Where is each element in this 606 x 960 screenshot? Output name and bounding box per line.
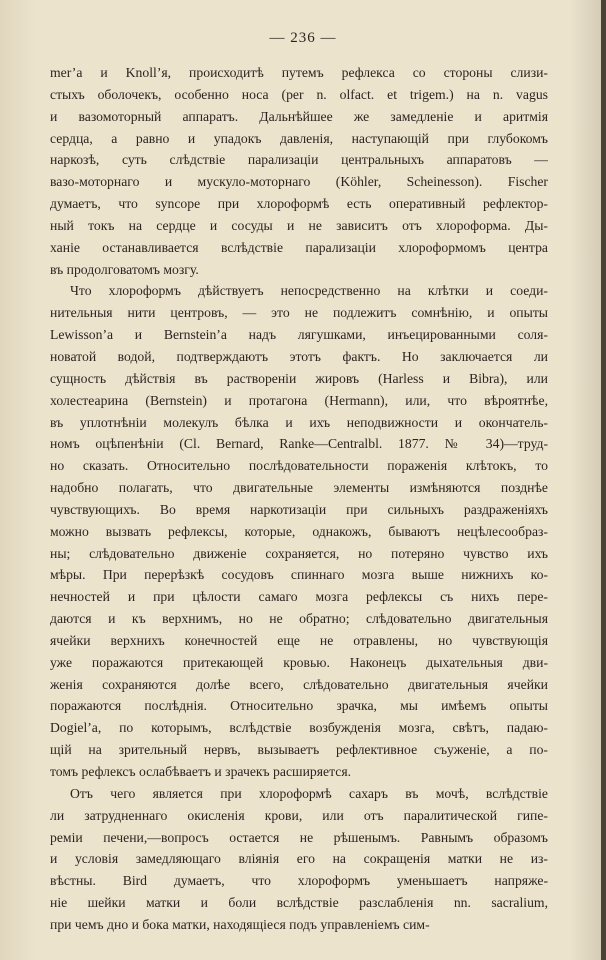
- text-line: надобно полагать, что двигательные элементы измѣняются позднѣе: [50, 480, 548, 496]
- paragraph-2: [50, 280, 548, 782]
- text-line: Что хлороформъ дѣйствуетъ непосредственно на клѣтки и соеди-: [70, 283, 548, 299]
- text-line: новатой водой, подтверждаютъ этотъ фактъ. Но заключается ли: [50, 348, 548, 364]
- text-line: ячейки верхнихъ конечностей еще не отравлены, но чувствующія: [50, 632, 548, 648]
- text-line: вѣстны. Bird думаетъ, что хлороформъ уменьшаетъ напряже-: [50, 873, 548, 889]
- text-line: нечностей и при цѣлости самаго мозга рефлексы съ нихъ пере-: [50, 589, 548, 605]
- text-line: реміи печени,—вопросъ остается не рѣшенымъ. Равнымъ образомъ: [50, 829, 548, 845]
- page-edge-shadow: [601, 0, 606, 960]
- text-line: Отъ чего является при хлороформѣ сахаръ въ мочѣ, вслѣдствіе: [70, 785, 548, 801]
- text-line: холестеарина (Bernstein) и протагона (Hermann), или, что вѣроятнѣе,: [50, 392, 548, 408]
- text-line: томъ рефлексъ ослабѣваетъ и зрачекъ расширяется.: [50, 764, 352, 779]
- text-line: женія сохраняются долѣе всего, слѣдовательно двигательныя ячейки: [50, 676, 548, 692]
- text-line: сущность дѣйствія въ раствореніи жировъ (Harless и Bibra), или: [50, 370, 548, 386]
- text-line: щій на зрительный нервъ, вызываетъ рефлективное съуженіе, а по-: [50, 742, 548, 758]
- body-text: [50, 62, 548, 936]
- text-line: вазо-моторнаго и мускуло-моторнаго (Köhler, Scheinesson). Fischer: [50, 174, 548, 190]
- text-line: даются и къ верхнимъ, но не обратно; слѣдовательно двигательныя: [50, 611, 548, 627]
- text-line: думаетъ, что syncope при хлороформѣ есть оперативный рефлектор-: [50, 196, 548, 212]
- paragraph-1: [50, 62, 548, 280]
- paragraph-3: [50, 783, 548, 936]
- text-line: чувствующихъ. Во время наркотизаціи при сильныхъ раздраженіяхъ: [50, 501, 548, 517]
- text-line: ли затрудненнаго окисленія крови, или отъ паралитической гипе-: [50, 807, 548, 823]
- text-line: ханіе останавливается вслѣдствіе парализаціи хлороформомъ центра: [50, 239, 548, 255]
- text-line: при чемъ дно и бока матки, находящіеся подъ управленіемъ сим-: [50, 916, 430, 932]
- text-line: ны; слѣдовательно движеніе сохраняется, но потеряно чувство ихъ: [50, 545, 548, 561]
- text-line: можно вызвать рефлексы, которые, однакожъ, бываютъ нецѣлесообраз-: [50, 523, 548, 539]
- text-line: наркозѣ, суть слѣдствіе парализаціи центральныхъ аппаратовъ —: [50, 152, 548, 168]
- text-line: поражаются послѣднія. Относительно зрачка, мы имѣемъ опыты: [50, 698, 548, 714]
- text-line: и вазомоторный аппаратъ. Дальнѣйшее же замедленіе и аритмія: [50, 108, 548, 124]
- text-line: ный токъ на сердце и сосуды и не зависитъ отъ хлороформа. Ды-: [50, 217, 548, 233]
- text-line: и условія замедляющаго вліянія его на сокращенія матки не из-: [50, 851, 548, 867]
- text-line: уже поражаются притекающей кровью. Наконецъ дыхательныя дви-: [50, 654, 548, 670]
- text-line: номъ оцѣпенѣніи (Cl. Bernard, Ranke—Centralbl. 1877. № 34)—труд-: [50, 436, 548, 452]
- text-line: мѣры. При перерѣзкѣ сосудовъ спиннаго мозга выше нижнихъ ко-: [50, 567, 548, 583]
- text-line: въ продолговатомъ мозгу.: [50, 261, 199, 277]
- page-number: — 236 —: [269, 30, 337, 46]
- text-line: нительныя нити центровъ, — это не подлежитъ сомнѣнію, и опыты: [50, 305, 548, 321]
- text-line: mer’a и Knoll’я, происходитѣ путемъ рефлекса со стороны слизи-: [50, 65, 548, 80]
- text-line: Lewisson’a и Bernstein’a надъ лягушками, инъецированными соля-: [50, 327, 548, 343]
- text-line: Dogiel’a, по которымъ, вслѣдствіе возбужденія мозга, свѣтъ, падаю-: [50, 720, 548, 736]
- text-line: сердца, а равно и упадокъ давленія, наступающій при глубокомъ: [50, 130, 548, 146]
- text-line: ніе шейки матки и боли вслѣдствіе разслабленія nn. sacralium,: [50, 895, 548, 911]
- text-line: стыхъ оболочекъ, особенно носа (per n. olfact. et trigem.) на n. vagus: [50, 86, 548, 102]
- text-line: но сказать. Относительно послѣдовательности пораженія клѣтокъ, то: [50, 458, 548, 474]
- text-line: въ уплотнѣніи молекулъ бѣлка и ихъ неподвижности и окончатель-: [50, 414, 548, 430]
